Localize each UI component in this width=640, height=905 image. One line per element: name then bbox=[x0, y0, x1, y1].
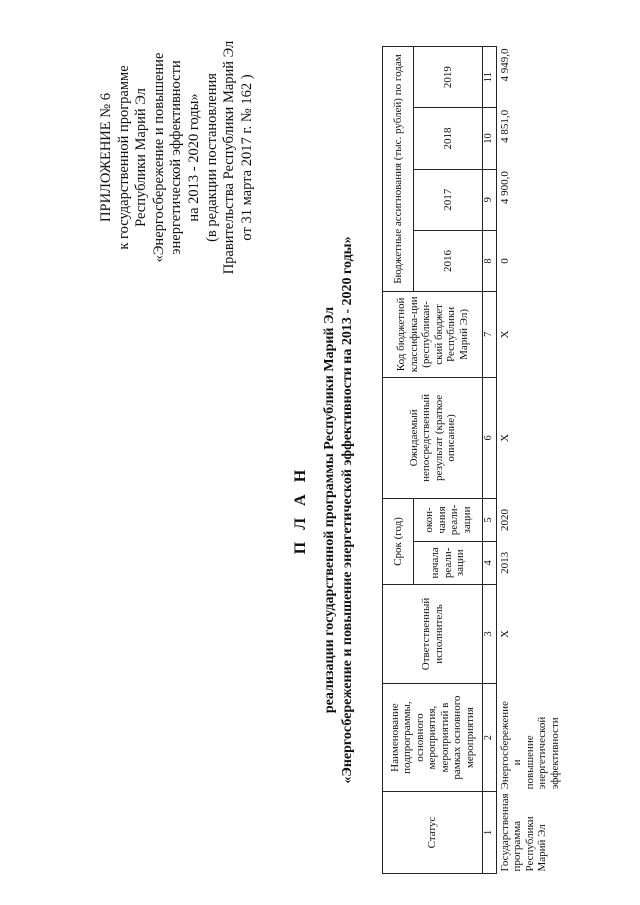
header-year-2018: 2018 bbox=[414, 108, 483, 169]
row-code: Х bbox=[498, 330, 511, 339]
header-year-2017: 2017 bbox=[414, 169, 483, 230]
column-number: 6 bbox=[483, 377, 497, 498]
appendix-line: (в редакции постановления bbox=[203, 73, 220, 242]
column-number: 8 bbox=[483, 230, 497, 291]
rotated-page bbox=[0, 10, 640, 890]
column-number: 3 bbox=[483, 584, 497, 684]
row-name-rest: повышение энергетической эффективности bbox=[523, 716, 561, 790]
column-number: 5 bbox=[483, 499, 497, 542]
column-number: 1 bbox=[483, 791, 497, 873]
row-budget-2017: 4 900,0 bbox=[498, 171, 511, 205]
appendix-line: «Энергосбережение и повышение bbox=[150, 52, 167, 263]
header-term-end: окон-чания реали-зации bbox=[414, 499, 483, 542]
header-term-start: начала реали-зации bbox=[414, 541, 483, 584]
header-year-2016: 2016 bbox=[414, 230, 483, 291]
plan-subtitle-2: «Энергосбережение и повышение энергетической эффективности на 2013 - 2020 годы» bbox=[340, 236, 355, 784]
appendix-line: ПРИЛОЖЕНИЕ № 6 bbox=[98, 93, 114, 222]
plan-title: П Л А Н bbox=[292, 465, 309, 555]
appendix-line: энергетической эффективности bbox=[168, 60, 185, 255]
row-end-year: 2020 bbox=[498, 509, 511, 531]
column-number: 4 bbox=[483, 541, 497, 584]
row-name-main: Энергосбережение bbox=[498, 701, 511, 790]
appendix-line: Правительства Республики Марий Эл bbox=[221, 40, 238, 275]
row-name bbox=[496, 684, 580, 792]
column-number: 2 bbox=[483, 684, 497, 792]
row-start-year: 2013 bbox=[498, 551, 511, 574]
column-number: 11 bbox=[483, 47, 497, 108]
header-budget: Бюджетные ассигнования (тыс. рублей) по годам bbox=[383, 47, 414, 292]
row-budget-2019: 4 949,0 bbox=[498, 48, 511, 82]
plan-table bbox=[382, 46, 580, 874]
header-term: Срок (год) bbox=[383, 499, 414, 585]
header-result: Ожидаемый непосредственный результат (краткое описание) bbox=[383, 377, 483, 498]
header-code: Код бюджетной классифика-ции (республикан-ский бюджет Республики Марий Эл) bbox=[383, 292, 483, 378]
column-number: 7 bbox=[483, 292, 497, 378]
row-status: Государственная программа Республики Марий Эл bbox=[498, 793, 548, 872]
column-number: 10 bbox=[483, 108, 497, 169]
header-name: Наименование подпрограммы, основного мероприятия, мероприятий в рамках основного мероприятия bbox=[383, 684, 483, 792]
appendix-block bbox=[98, 10, 256, 305]
appendix-line: от 31 марта 2017 г. № 162 ) bbox=[238, 74, 255, 241]
row-name-conj: и bbox=[511, 759, 523, 766]
appendix-line: Республики Марий Эл bbox=[133, 88, 150, 227]
row-result: Х bbox=[498, 433, 511, 442]
table-row bbox=[496, 47, 580, 874]
plan-subtitle-1: реализации государственной программы Республики Марий Эл bbox=[322, 306, 337, 714]
appendix-line: на 2013 - 2020 годы» bbox=[185, 93, 202, 222]
column-number: 9 bbox=[483, 169, 497, 230]
row-budget-2016: 0 bbox=[498, 258, 511, 264]
header-executor: Ответственный исполнитель bbox=[383, 584, 483, 684]
row-executor: Х bbox=[498, 630, 511, 638]
appendix-line: к государственной программе bbox=[115, 65, 132, 250]
header-year-2019: 2019 bbox=[414, 47, 483, 108]
row-budget-2018: 4 851,0 bbox=[498, 109, 511, 143]
header-status: Статус bbox=[383, 791, 483, 873]
